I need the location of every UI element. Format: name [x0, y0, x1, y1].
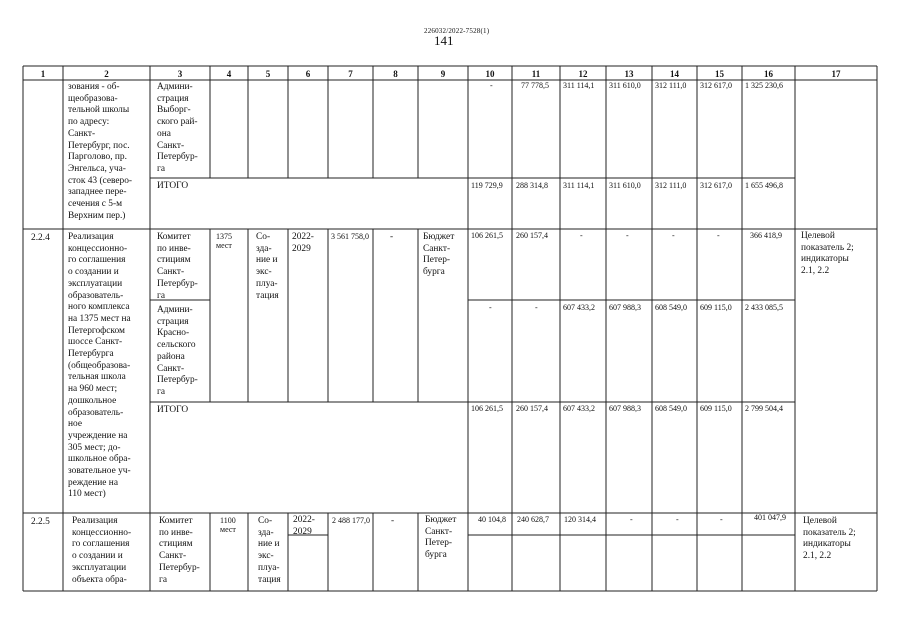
col-header-16: 16: [764, 69, 773, 79]
col-header-3: 3: [177, 69, 183, 79]
block3-r1-c15: -: [720, 515, 723, 524]
block3-number: 2.2.5: [31, 517, 50, 527]
block2-cost: 3 561 758,0: [331, 232, 369, 241]
block2-r2-c10: -: [489, 303, 492, 312]
block3-period: 2022- 2029: [293, 515, 315, 537]
block3-r1-c10: 40 104,8: [478, 515, 506, 524]
col-header-4: 4: [226, 69, 232, 79]
block1-r1-c13: 311 610,0: [609, 81, 641, 90]
block1-description: зования - об- щеобразова- тельной школы по адресу: Санкт- Петербург, пос. Парголово, пр. Энгельса, уча- сток 43 (северо- западнее пере- сечения с 5-м Верхним пер.): [68, 82, 133, 221]
block2-col8: -: [390, 232, 394, 242]
col-header-10: 10: [485, 69, 495, 79]
block3-r1-c16: 401 047,9: [754, 513, 786, 522]
block2-type: Со- зда- ние и экс- плуа- тация: [256, 232, 279, 301]
block2-r1-c16: 366 418,9: [750, 231, 782, 240]
col-header-5: 5: [265, 69, 271, 79]
block2-executor-1: Комитет по инве- стициям Санкт- Петербур- га: [157, 232, 198, 301]
block2-number: 2.2.4: [31, 233, 50, 243]
block1-itogo-label: ИТОГО: [157, 181, 189, 191]
block1-r1-c16: 1 325 230,6: [745, 81, 783, 90]
block2-itogo-c16: 2 799 504,4: [745, 404, 783, 413]
col-header-17: 17: [831, 69, 841, 79]
block1-r1-c10: -: [490, 81, 493, 90]
col-header-7: 7: [348, 69, 353, 79]
block3-indicator: Целевой показатель 2; индикаторы 2.1, 2.2: [803, 516, 856, 562]
block3-cost: 2 488 177,0: [332, 516, 370, 525]
col-header-15: 15: [715, 69, 724, 79]
block1-itogo-c10: 119 729,9: [471, 181, 503, 190]
block2-capacity: 1375 мест: [216, 232, 232, 250]
page-number: 141: [434, 33, 454, 48]
block1-itogo-c15: 312 617,0: [700, 181, 732, 190]
block1-executor: Админи- страция Выборг- ского рай- она Санкт- Петербур- га: [157, 82, 198, 174]
col-header-1: 1: [40, 69, 46, 79]
block3-executor-1: Комитет по инве- стициям Санкт- Петербур- га: [159, 516, 200, 585]
block1-r1-c11: 77 778,5: [521, 81, 549, 90]
col-header-2: 2: [104, 69, 109, 79]
col-header-6: 6: [305, 69, 311, 79]
block2-r1-c13: -: [626, 231, 629, 240]
block2-r2-c13: 607 988,3: [609, 303, 641, 312]
block1-itogo-c16: 1 655 496,8: [745, 181, 783, 190]
block2-itogo-c15: 609 115,0: [700, 404, 732, 413]
block2-itogo-c14: 608 549,0: [655, 404, 687, 413]
block3-capacity: 1100 мест: [220, 516, 236, 534]
block1-r1-c15: 312 617,0: [700, 81, 732, 90]
block2-r1-c12: -: [580, 231, 583, 240]
col-header-13: 13: [624, 69, 634, 79]
col-header-11: 11: [531, 69, 541, 79]
block2-executor-2: Админи- страция Красно- сельского района Санкт- Петербур- га: [157, 305, 198, 397]
block2-r1-c15: -: [717, 231, 720, 240]
col-header-14: 14: [670, 69, 679, 79]
block2-period: 2022- 2029: [292, 232, 314, 254]
block2-r1-c11: 260 157,4: [516, 231, 548, 240]
block2-indicator: Целевой показатель 2; индикаторы 2.1, 2.2: [801, 231, 854, 277]
block1-itogo-c13: 311 610,0: [609, 181, 641, 190]
block3-type: Со- зда- ние и экс- плуа- тация: [258, 516, 281, 585]
block1-r1-c12: 311 114,1: [563, 81, 595, 90]
block3-description: Реализация концессионно- го соглашения о создании и эксплуатации объекта обра-: [72, 516, 132, 585]
block1-itogo-c11: 288 314,8: [516, 181, 548, 190]
block2-r2-c12: 607 433,2: [563, 303, 595, 312]
block3-r1-c12: 120 314,4: [564, 515, 596, 524]
block2-description: Реализация концессионно- го соглашения о создании и эксплуатации образователь- ного комплекса на 1375 мест на Петергофском шоссе Санкт- Петербурга (общеобразова- тельная школа на 960 мест; дошкольное образователь- ное учреждение на 305 мест; до- школьное обра- зовательное уч- реждение на 110 мест): [68, 232, 131, 500]
block2-r2-c16: 2 433 085,5: [745, 303, 783, 312]
col-header-8: 8: [393, 69, 398, 79]
block2-itogo-c10: 106 261,5: [471, 404, 503, 413]
block1-itogo-c12: 311 114,1: [563, 181, 595, 190]
block2-r1-c10: 106 261,5: [471, 231, 503, 240]
block2-r2-c11: -: [535, 303, 538, 312]
block3-r1-c11: 240 628,7: [517, 515, 549, 524]
block2-itogo-c11: 260 157,4: [516, 404, 548, 413]
block2-itogo-c13: 607 988,3: [609, 404, 641, 413]
block2-itogo-c12: 607 433,2: [563, 404, 595, 413]
block2-source: Бюджет Санкт- Петер- бурга: [423, 232, 455, 278]
block1-itogo-c14: 312 111,0: [655, 181, 687, 190]
block2-itogo-label: ИТОГО: [157, 405, 189, 415]
col-header-9: 9: [440, 69, 446, 79]
col-header-12: 12: [578, 69, 588, 79]
block3-r1-c13: -: [630, 515, 633, 524]
block3-r1-c14: -: [676, 515, 679, 524]
block3-source: Бюджет Санкт- Петер- бурга: [425, 515, 457, 561]
block2-r2-c15: 609 115,0: [700, 303, 732, 312]
block1-r1-c14: 312 111,0: [655, 81, 687, 90]
block2-r2-c14: 608 549,0: [655, 303, 687, 312]
block3-col8: -: [391, 516, 395, 526]
block2-r1-c14: -: [672, 231, 675, 240]
document-stamp: 226032/2022-7528(1): [424, 27, 490, 35]
